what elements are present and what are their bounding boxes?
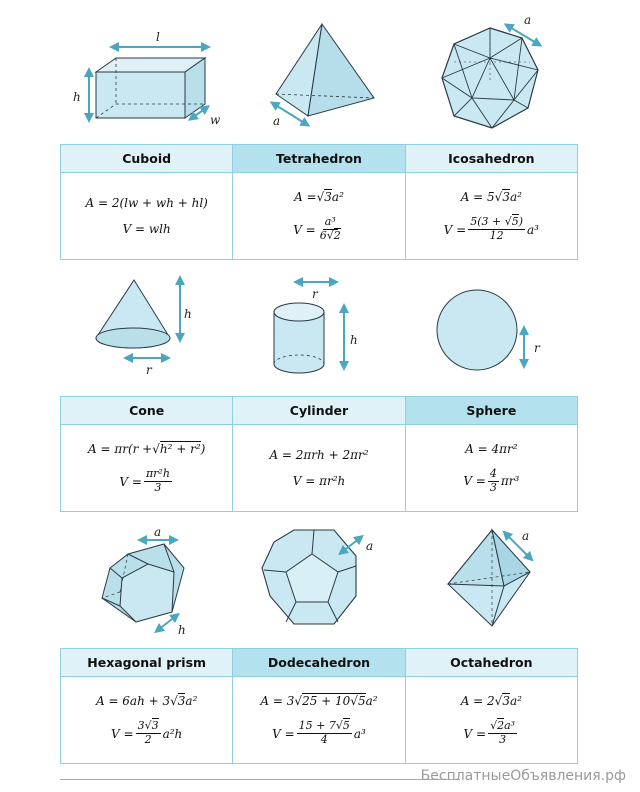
dodeca-volume: V = $\frac{15 + 7√5}{4}$ a³ bbox=[272, 719, 366, 746]
cone-formulas bbox=[61, 425, 233, 511]
cone-volume: V = $\frac{\text{πr²h}}{3}$ bbox=[119, 467, 170, 494]
header-cylinder: Cylinder bbox=[233, 397, 405, 425]
sphere-area: A = 4πr² bbox=[465, 441, 518, 456]
tetra-formulas bbox=[233, 173, 405, 259]
tetra-volume: V = $\frac{\text{a³}}{6√2}$ bbox=[293, 215, 341, 242]
cone-h-label: h bbox=[184, 307, 192, 321]
header-icosahedron: Icosahedron bbox=[406, 145, 577, 173]
hexprism-area: A = 6ah + 3 √ 3 a² bbox=[95, 693, 198, 709]
tetrahedron-figure bbox=[258, 18, 388, 133]
sphere-formulas bbox=[406, 425, 577, 511]
cone-area: A = πr(r + √ h² + r² ) bbox=[87, 441, 206, 457]
cuboid-volume: V = wlh bbox=[122, 222, 171, 236]
hexprism-volume: V = $\frac{3√3}{2}$ a²h bbox=[111, 719, 183, 746]
cone-figure bbox=[88, 272, 208, 380]
cuboid-figure bbox=[68, 28, 228, 133]
bottom-rule bbox=[60, 779, 460, 780]
icosahedron-figure bbox=[432, 12, 552, 134]
hexagonal-prism-figure bbox=[92, 526, 212, 638]
sphere-volume: V = $\frac{4}{3}$ πr³ bbox=[463, 466, 520, 494]
cuboid-l-label: l bbox=[156, 30, 160, 44]
hexprism-formulas bbox=[61, 677, 233, 763]
cylinder-volume: V = πr²h bbox=[292, 474, 346, 488]
dodeca-formulas bbox=[233, 677, 405, 763]
octa-formulas bbox=[406, 677, 577, 763]
icosa-formulas bbox=[406, 173, 577, 259]
cylinder-figure bbox=[268, 272, 368, 380]
dodeca-area: A = 3 √ 25 + 10√5 a² bbox=[260, 693, 378, 709]
cuboid-area: A = 2(lw + wh + hl) bbox=[85, 196, 208, 210]
header-sphere: Sphere bbox=[406, 397, 577, 425]
hex-a-label: a bbox=[154, 526, 162, 539]
watermark: БесплатныеОбъявления.рф bbox=[420, 768, 626, 784]
header-cuboid: Cuboid bbox=[61, 145, 233, 173]
sphere-r-label: r bbox=[534, 341, 540, 355]
cone-r-label: r bbox=[146, 363, 152, 377]
header-tetrahedron: Tetrahedron bbox=[233, 145, 405, 173]
table-row2 bbox=[60, 396, 578, 512]
header-dodecahedron: Dodecahedron bbox=[233, 649, 405, 677]
header-hexagonal-prism: Hexagonal prism bbox=[61, 649, 233, 677]
octa-area: A = 2 √ 3 a² bbox=[460, 693, 522, 709]
table-row3 bbox=[60, 648, 578, 764]
icosa-a-label: a bbox=[524, 13, 532, 27]
table-row1 bbox=[60, 144, 578, 260]
octahedron-figure bbox=[440, 522, 560, 638]
cylinder-area: A = 2πrh + 2πr² bbox=[269, 448, 369, 462]
cyl-h-label: h bbox=[350, 333, 358, 347]
tetra-area: A = √ 3 a² bbox=[294, 189, 344, 205]
icosa-volume: V = $\frac{5(3 + √5)}{12}$ a³ bbox=[443, 215, 539, 242]
cuboid-w-label: w bbox=[210, 113, 221, 127]
cyl-r-label: r bbox=[312, 287, 318, 301]
header-cone: Cone bbox=[61, 397, 233, 425]
dodeca-a-label: a bbox=[366, 539, 374, 553]
header-octahedron: Octahedron bbox=[406, 649, 577, 677]
tetra-a-label: a bbox=[273, 114, 281, 128]
sphere-figure bbox=[432, 286, 552, 376]
dodecahedron-figure bbox=[252, 522, 382, 638]
octa-a-label: a bbox=[522, 529, 530, 543]
cylinder-formulas bbox=[233, 425, 405, 511]
cuboid-formulas bbox=[61, 173, 233, 259]
cuboid-h-label: h bbox=[73, 90, 81, 104]
icosa-area: A = 5 √ 3 a² bbox=[460, 189, 522, 205]
hex-h-label: h bbox=[178, 623, 186, 637]
octa-volume: V = $\frac{\text{√2a³}}{3}$ bbox=[463, 719, 516, 746]
